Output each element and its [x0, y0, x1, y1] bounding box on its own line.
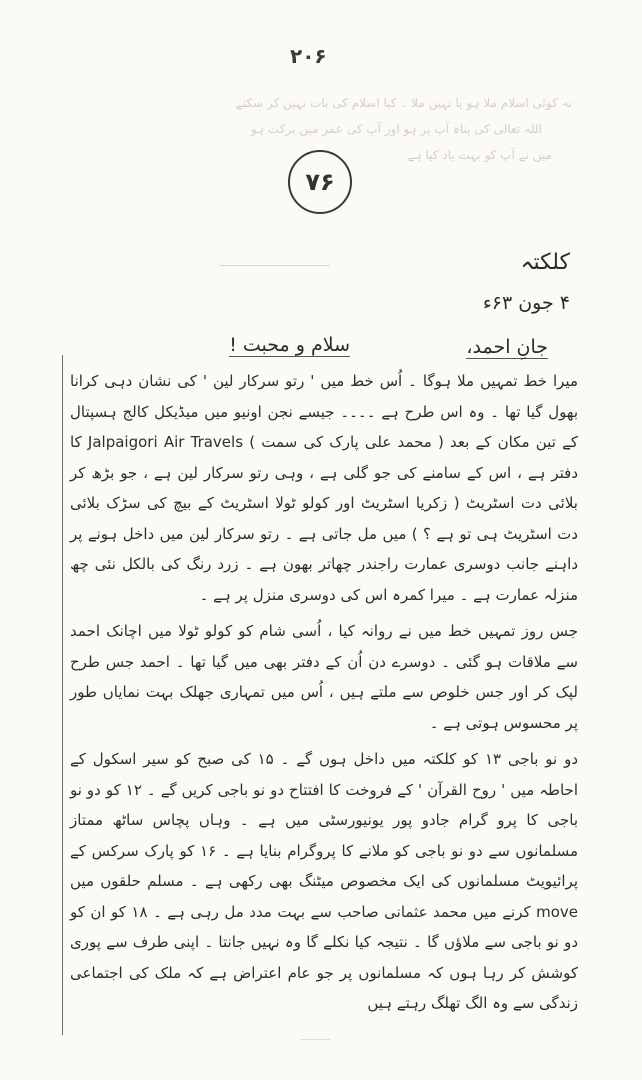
footer-mark: [300, 1039, 330, 1040]
paragraph-1: میرا خط تمہیں ملا ہوگا ۔ اُس خط میں ' رتو سرکار لین ' کی نشان دہی کرانا بھول گیا تھا ۔ وہ اس طرح ہے ۔۔۔۔ جیسے نجن اونیو میں میڈیکل کالج ہسپتال کے تین مکان کے بعد ( محمد علی پارک کی سمت ) Jalpaigori Air Travels کا دفتر ہے ، اس کے سامنے کی جو گلی ہے ، وہی رتو سرکار لین ہے ، جو بڑھ کر بلائی دت اسٹریٹ ( زکریا اسٹریٹ اور کولو ٹولا اسٹریٹ کے بیچ کی سڑک بلائی دت اسٹریٹ ہی تو ہے ؟ ) میں مل جاتی ہے ۔ رتو سرکار لین میں داخل ہونے پر داہنے جانب دوسری عمارت راجندر چھاتر بھون ہے ۔ زرد رنگ کی بالکل نئی چھ منزلہ عمارت ہے ۔ میرا کمرہ اس کی دوسری منزل پر ہے ۔: [70, 372, 579, 604]
letter-date: ۴ جون ۶۳ء: [482, 292, 570, 314]
paragraph-3: دو نو باجی ۱۳ کو کلکتہ میں داخل ہوں گے ۔ ۱۵ کی صبح کو سیر اسکول کے احاطہ میں ' روح القرآن ' کے فروخت کا افتتاح دو نو باجی کریں گے ۔ ۱۲ کو دو نو باجی کا پرو گرام جادو پور یونیورسٹی میں ہے ۔ وہاں پچاس ساٹھ ممتاز مسلمانوں سے دو نو باجی کو ملانے کا پروگرام بنایا ہے ۔ ۱۶ کو پارک سرکس کے پرائیویٹ مسلمانوں کی ایک مخصوص میٹنگ بھی رکھی ہے ۔ مسلم حلقوں میں move کرنے میں محمد عثمانی صاحب سے بہت مدد مل رہی ہے ۔ ۱۸ کو ان کو دو نو باجی سے ملاؤں گا ۔ نتیجہ کیا نکلے گا وہ نہیں جانتا ۔ اپنی طرف سے پوری کوشش کر رہا ہوں کہ مسلمانوں پر جو عام اعتراض ہے کہ ملک کی اجتماعی زندگی سے وہ الگ تھلگ رہتے ہیں: [70, 750, 579, 1012]
letter-number: ۷۶: [305, 168, 335, 196]
bleed-through-line-1: نہ کوئی اسلام ملا ہو یا نہیں ملا ۔ کیا اسلام کی بات نہیں کر سکتے: [235, 96, 572, 110]
letter-city: کلکتہ: [520, 250, 570, 275]
paragraph-2: جس روز تمہیں خط میں نے روانہ کیا ، اُسی شام کو کولو ٹولا میں اچانک احمد سے ملاقات ہو گئی ۔ دوسرے دن اُن کے دفتر بھی میں گیا تھا ۔ احمد جس طرح لپک کر اور جس خلوص سے ملتے ہیں ، اُس میں تمہاری جھلک بہت نمایاں طور پر محسوس ہوتی ہے ۔: [70, 622, 578, 732]
letter-number-circle: [288, 150, 352, 214]
salutation-name: جانِ احمد،: [466, 336, 548, 358]
faint-rule: [220, 265, 330, 266]
margin-rule: [62, 355, 63, 1035]
bleed-through-line-2: اللہ تعالی کی پناہ آپ پر ہو اور آپ کی عمر میں برکت ہو: [250, 122, 542, 136]
page-number: ۲۰۶: [290, 44, 327, 68]
salutation-greeting: سلام و محبت !: [229, 334, 350, 356]
letter-body: [70, 366, 578, 1019]
bleed-through-line-3: میں نے آپ کو بہت یاد کیا ہے: [407, 148, 552, 162]
